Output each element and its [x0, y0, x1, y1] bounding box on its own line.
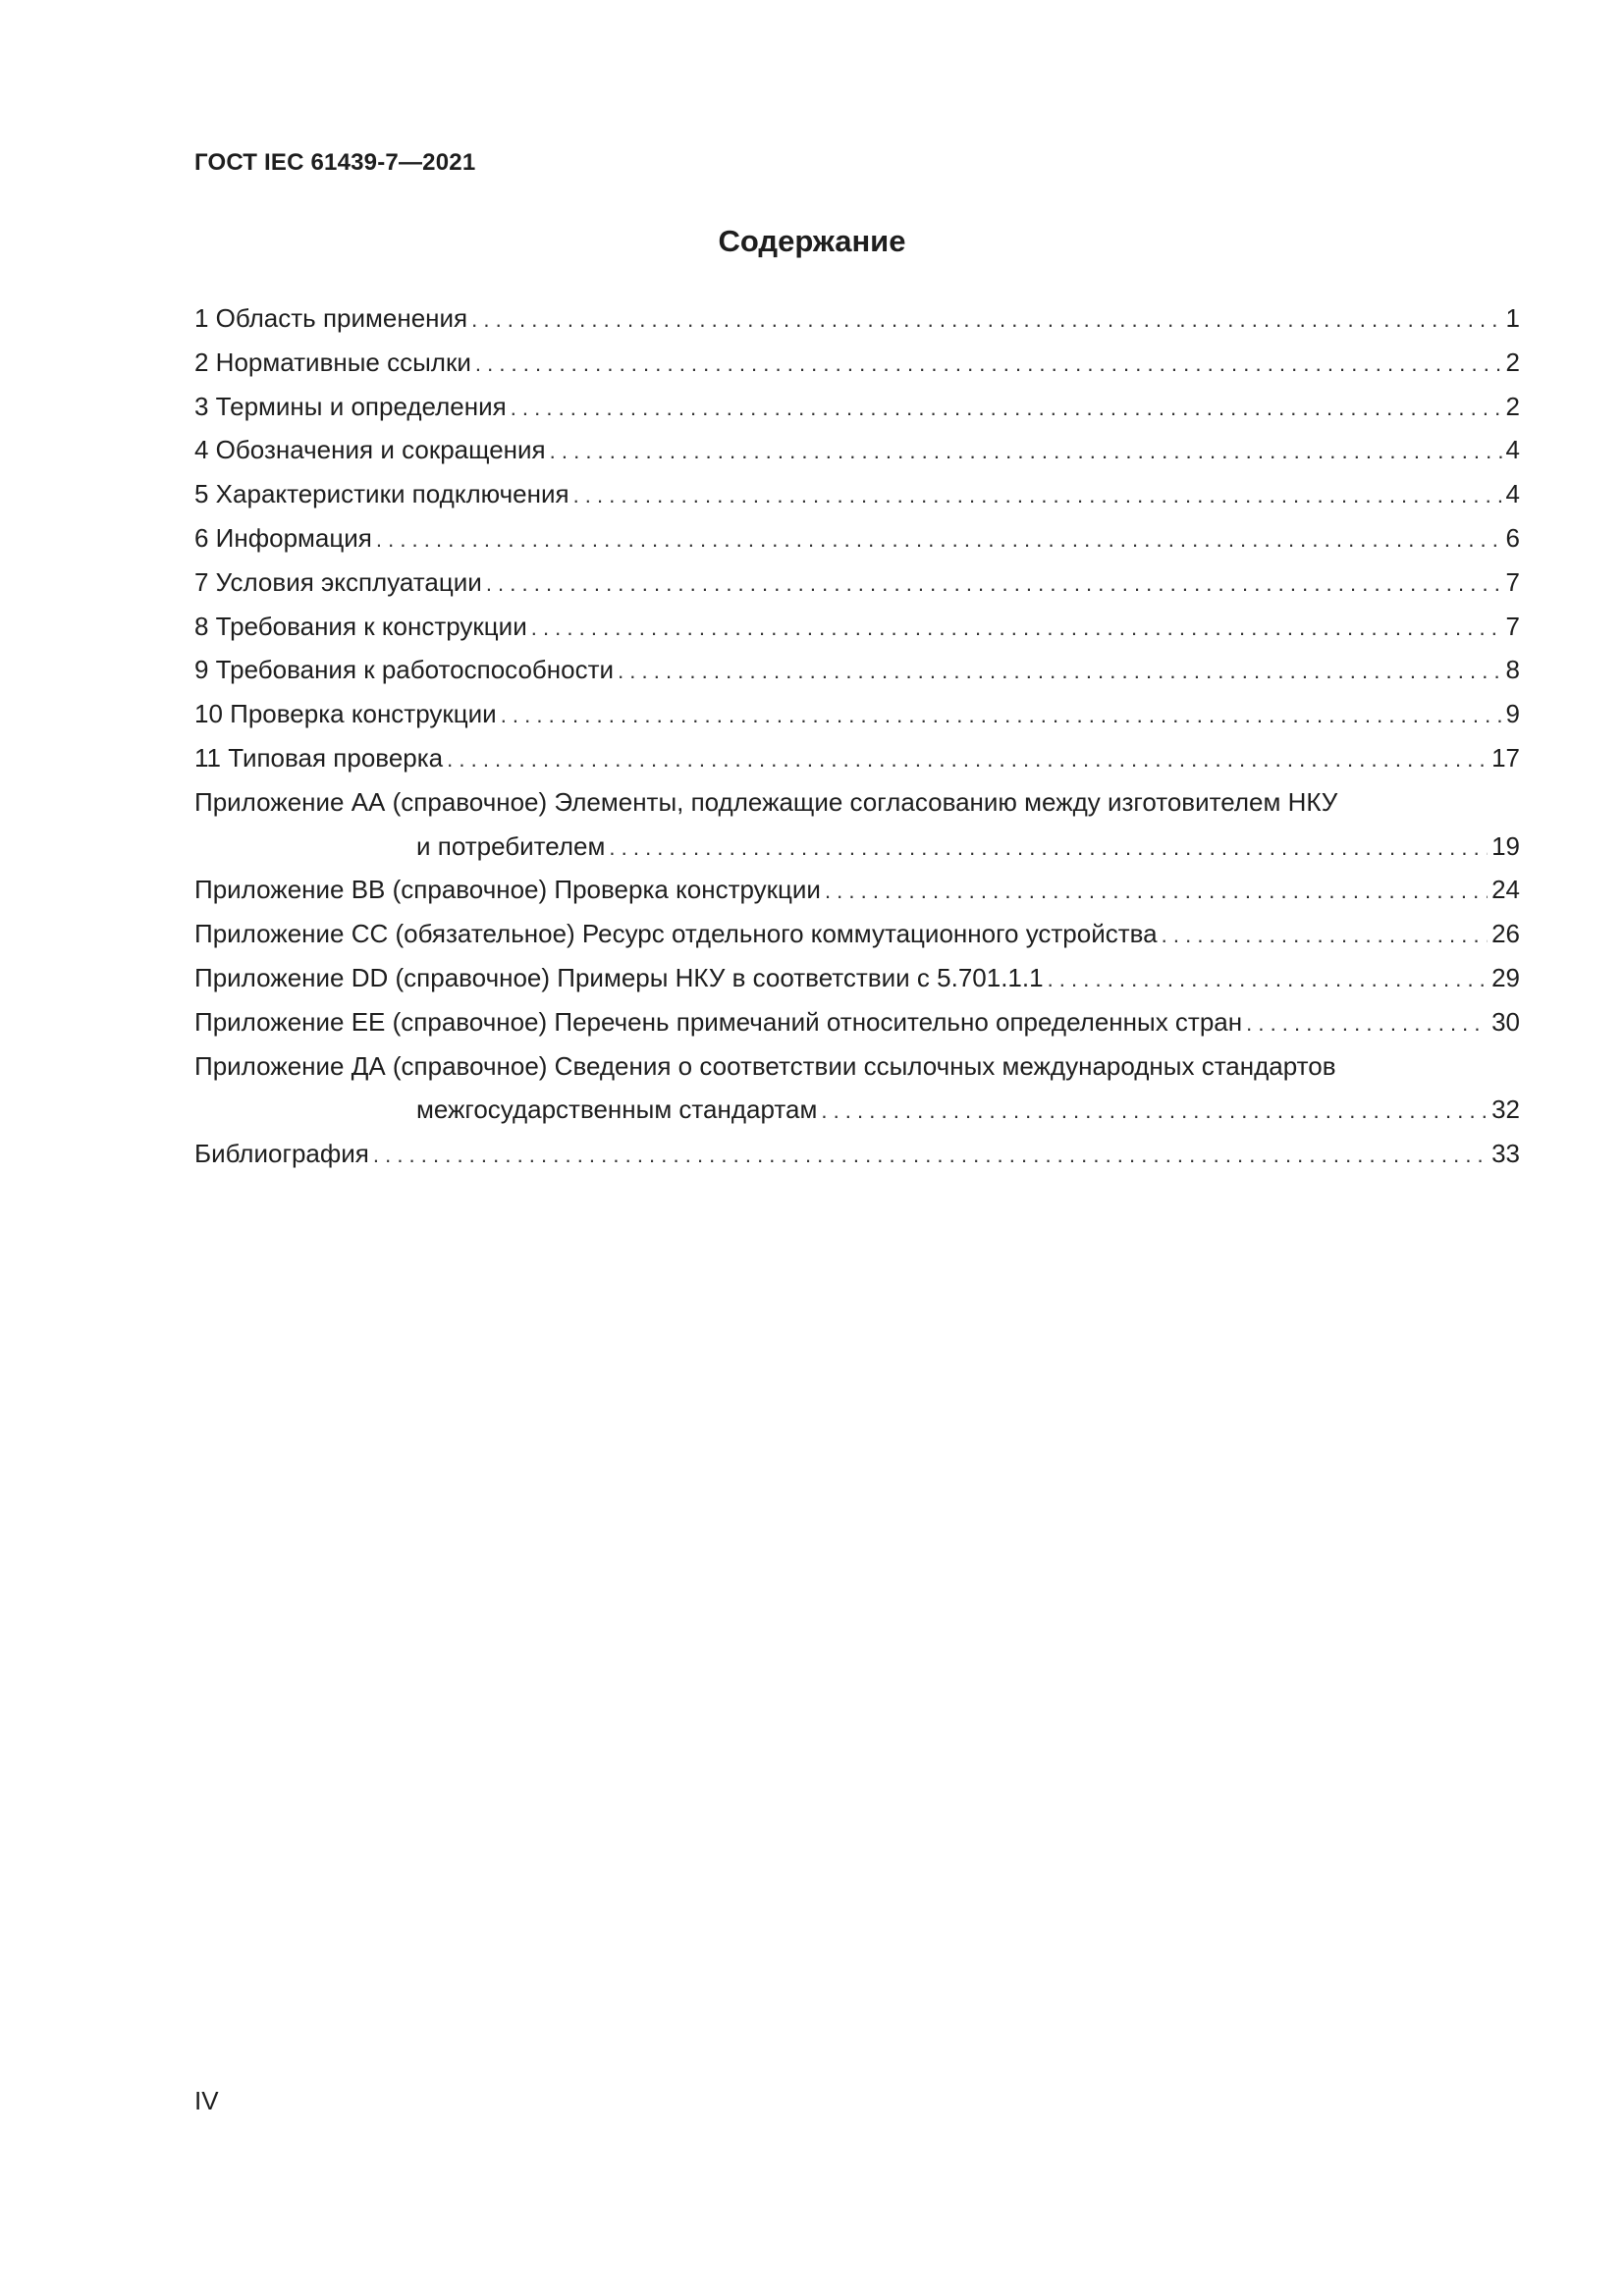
toc-entry[interactable]	[194, 956, 1520, 1000]
toc-entry-page: 32	[1491, 1095, 1520, 1125]
toc-entry-page: 24	[1491, 875, 1520, 905]
toc-entry-title: 7 Условия эксплуатации	[194, 566, 482, 597]
toc-entry[interactable]	[194, 1132, 1520, 1176]
toc-leader-dots	[1048, 958, 1489, 1002]
toc-entry-page: 7	[1505, 611, 1520, 641]
toc-entry[interactable]	[194, 912, 1520, 956]
toc-leader-dots	[486, 562, 1502, 607]
toc-entry[interactable]	[194, 648, 1520, 692]
toc-leader-dots	[447, 738, 1488, 782]
toc-leader-dots	[1246, 1002, 1488, 1046]
toc-leader-dots	[471, 298, 1501, 343]
toc-entry-page: 2	[1505, 391, 1520, 421]
toc-entry[interactable]	[194, 516, 1520, 561]
toc-entry[interactable]	[194, 428, 1520, 472]
toc-entry-page: 30	[1491, 1006, 1520, 1037]
toc-leader-dots	[511, 387, 1502, 431]
toc-leader-dots	[501, 694, 1502, 738]
toc-entry-title-continuation: межгосударственным стандартам	[416, 1095, 818, 1125]
toc-entry[interactable]	[194, 341, 1520, 385]
toc-entry-title: Приложение ДА (справочное) Сведения о соответствии ссылочных международных стандартов	[194, 1050, 1336, 1081]
toc-entry-title: 3 Термины и определения	[194, 391, 507, 421]
toc-entry-page: 2	[1505, 347, 1520, 377]
toc-entry-title: 11 Типовая проверка	[194, 742, 444, 773]
toc-entry-page: 7	[1505, 566, 1520, 597]
toc-entry[interactable]	[194, 296, 1520, 341]
toc-leader-dots	[1162, 914, 1488, 958]
toc-leader-dots	[825, 870, 1488, 914]
toc-entry-page: 6	[1505, 522, 1520, 553]
toc-entry-title: 10 Проверка конструкции	[194, 699, 497, 729]
toc-leader-dots	[573, 474, 1502, 518]
toc-entry[interactable]	[194, 385, 1520, 429]
toc-leader-dots	[475, 343, 1502, 387]
toc-entry-page: 17	[1491, 742, 1520, 773]
toc-entry-page: 29	[1491, 962, 1520, 992]
toc-entry-title: Приложение АА (справочное) Элементы, подлежащие согласованию между изготовителем НКУ	[194, 786, 1338, 817]
toc-entry-title: 9 Требования к работоспособности	[194, 655, 615, 685]
toc-entry-title: 6 Информация	[194, 522, 372, 553]
toc-entry-title: Приложение ВВ (справочное) Проверка конструкции	[194, 875, 821, 905]
toc-entry-page: 26	[1491, 919, 1520, 949]
toc-entry[interactable]	[194, 1000, 1520, 1044]
toc-entry-page: 9	[1505, 699, 1520, 729]
toc-entry-title: Библиография	[194, 1139, 369, 1169]
toc-entry-title: 1 Область применения	[194, 303, 468, 333]
toc-entry[interactable]	[194, 780, 1520, 869]
toc-entry-page: 8	[1505, 655, 1520, 685]
toc-entry[interactable]	[194, 472, 1520, 516]
toc-leader-dots	[550, 430, 1502, 474]
toc-entry-title-continuation: и потребителем	[416, 830, 606, 861]
toc-entry-title: 5 Характеристики подключения	[194, 479, 569, 509]
toc-entry[interactable]	[194, 1044, 1520, 1133]
toc-entry[interactable]	[194, 692, 1520, 736]
page-number: IV	[194, 2086, 219, 2115]
table-of-contents	[194, 296, 1520, 1176]
toc-entry-title: Приложение ЕЕ (справочное) Перечень примечаний относительно определенных стран	[194, 1006, 1243, 1037]
toc-entry[interactable]	[194, 605, 1520, 649]
toc-leader-dots	[373, 1134, 1488, 1178]
toc-entry-title: 2 Нормативные ссылки	[194, 347, 471, 377]
toc-leader-dots	[609, 827, 1488, 871]
toc-entry-title: Приложение DD (справочное) Примеры НКУ в соответствии с 5.701.1.1	[194, 962, 1044, 992]
toc-leader-dots	[376, 518, 1502, 562]
toc-entry[interactable]	[194, 561, 1520, 605]
toc-entry[interactable]	[194, 736, 1520, 780]
toc-entry-title: 4 Обозначения и сокращения	[194, 435, 546, 465]
toc-entry[interactable]	[194, 868, 1520, 912]
toc-title: Содержание	[718, 224, 906, 258]
toc-leader-dots	[618, 650, 1501, 694]
toc-entry-page: 19	[1491, 830, 1520, 861]
toc-entry-title: Приложение СС (обязательное) Ресурс отдельного коммутационного устройства	[194, 919, 1158, 949]
standard-header: ГОСТ IEC 61439-7—2021	[194, 149, 476, 176]
toc-entry-page: 4	[1505, 479, 1520, 509]
toc-entry-page: 4	[1505, 435, 1520, 465]
toc-leader-dots	[821, 1090, 1488, 1134]
toc-entry-title: 8 Требования к конструкции	[194, 611, 527, 641]
toc-entry-page: 33	[1491, 1139, 1520, 1169]
toc-leader-dots	[531, 607, 1502, 651]
toc-entry-page: 1	[1505, 303, 1520, 333]
